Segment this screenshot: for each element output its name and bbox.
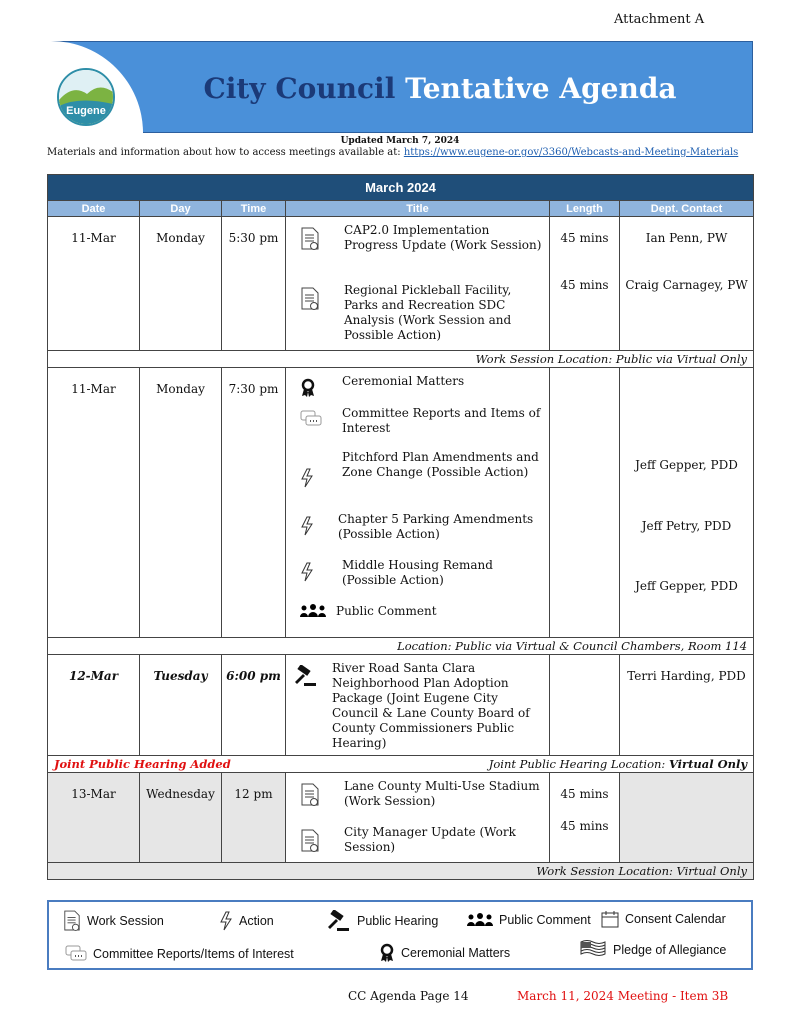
materials-link[interactable]: https://www.eugene-or.gov/3360/Webcasts-and-Meeting-Materials	[403, 147, 739, 158]
legend-label: Consent Calendar	[625, 912, 726, 926]
action-icon	[300, 516, 326, 539]
meeting-items	[286, 217, 550, 351]
agenda-item	[286, 655, 549, 755]
public-comment-icon	[300, 604, 326, 621]
public-comment-icon	[467, 913, 493, 927]
title-part-1: City Council	[203, 72, 396, 105]
agenda-item-title: Middle Housing Remand (Possible Action)	[342, 558, 493, 587]
agenda-item-title: Chapter 5 Parking Amendments (Possible Action)	[338, 512, 534, 541]
col-header-day: Day	[140, 201, 222, 217]
agenda-item-title: Lane County Multi-Use Stadium (Work Session)	[344, 779, 540, 808]
legend-work-session	[63, 910, 164, 932]
contact-cell	[620, 773, 754, 863]
meeting-time: 12 pm	[222, 773, 286, 863]
legend-public-comment	[467, 913, 591, 927]
location-note: Location: Public via Virtual & Council Chambers, Room 114	[48, 638, 754, 655]
committee-icon	[300, 410, 326, 431]
agenda-item	[286, 368, 549, 400]
length-cell	[550, 773, 620, 863]
length-cell	[550, 655, 620, 756]
meeting-row	[48, 655, 754, 756]
legend-action	[219, 911, 274, 931]
item-contact: Jeff Petry, PDD	[641, 519, 732, 533]
calendar-icon	[601, 910, 619, 928]
materials-text: Materials and information about how to access meetings available at:	[47, 147, 404, 158]
materials-line	[47, 147, 738, 158]
col-header-time: Time	[222, 201, 286, 217]
work-session-icon	[300, 783, 326, 810]
meeting-day: Monday	[140, 368, 222, 638]
meeting-day: Monday	[140, 217, 222, 351]
meeting-day: Tuesday	[140, 655, 222, 756]
action-icon	[300, 562, 326, 585]
agenda-item-title: River Road Santa Clara Neighborhood Plan Adoption Package (Joint Eugene City Council & Lane County Board of County Commissioners Public Hearing)	[332, 661, 530, 750]
agenda-item	[286, 819, 549, 860]
meeting-time: 5:30 pm	[222, 217, 286, 351]
meeting-row	[48, 368, 754, 638]
location-prefix: Joint Public Hearing Location:	[488, 757, 669, 771]
public-hearing-icon	[294, 665, 320, 690]
legend-committee	[65, 945, 294, 963]
length-cell	[550, 217, 620, 351]
eugene-logo	[57, 68, 115, 126]
legend-label: Ceremonial Matters	[401, 946, 511, 960]
meeting-date: 12-Mar	[48, 655, 140, 756]
col-header-contact: Dept. Contact	[620, 201, 754, 217]
item-contact: Ian Penn, PW	[645, 231, 728, 245]
legend-pledge	[579, 940, 726, 960]
eugene-logo-graphic	[59, 70, 113, 124]
meeting-date: 13-Mar	[48, 773, 140, 863]
committee-icon	[65, 945, 87, 963]
contact-cell	[620, 368, 754, 638]
footer-page: CC Agenda Page 14	[348, 989, 469, 1003]
item-contact: Craig Carnagey, PW	[625, 278, 748, 292]
action-icon	[300, 468, 326, 491]
agenda-table	[47, 174, 754, 880]
work-session-icon	[63, 910, 81, 932]
agenda-item	[286, 773, 549, 819]
meeting-row	[48, 217, 754, 351]
agenda-item-title: Public Comment	[336, 604, 437, 618]
action-icon	[219, 911, 233, 931]
col-header-length: Length	[550, 201, 620, 217]
location-note	[286, 756, 754, 773]
agenda-item-title: City Manager Update (Work Session)	[344, 825, 516, 854]
title-part-2: Tentative Agenda	[405, 72, 677, 105]
agenda-item	[286, 506, 549, 552]
meeting-date: 11-Mar	[48, 368, 140, 638]
public-hearing-icon	[327, 910, 351, 932]
location-row	[48, 756, 754, 773]
legend-label: Public Comment	[499, 913, 591, 927]
location-bold: Virtual Only	[668, 757, 748, 771]
agenda-item-title: Pitchford Plan Amendments and Zone Change (Possible Action)	[342, 450, 539, 479]
meeting-items	[286, 773, 550, 863]
agenda-item-title: Ceremonial Matters	[342, 374, 465, 388]
legend-box	[47, 900, 753, 970]
meeting-time: 7:30 pm	[222, 368, 286, 638]
legend-consent-calendar	[601, 910, 726, 928]
attachment-label: Attachment A	[614, 12, 705, 27]
hearing-added-note: Joint Public Hearing Added	[48, 756, 286, 773]
work-session-icon	[300, 227, 326, 254]
item-length: 45 mins	[560, 787, 609, 801]
legend-label: Action	[239, 914, 274, 928]
legend-label: Work Session	[87, 914, 164, 928]
agenda-item	[286, 277, 549, 347]
work-session-icon	[300, 829, 326, 856]
legend-label: Pledge of Allegiance	[613, 943, 727, 957]
agenda-item-title: CAP2.0 Implementation Progress Update (Work Session)	[344, 223, 542, 252]
item-length: 45 mins	[560, 278, 609, 292]
ceremonial-icon	[300, 378, 326, 401]
agenda-item-title: Regional Pickleball Facility, Parks and Recreation SDC Analysis (Work Session and Possible Action)	[344, 283, 512, 342]
agenda-item-title: Committee Reports and Items of Interest	[342, 406, 541, 435]
meeting-row	[48, 773, 754, 863]
meeting-items	[286, 368, 550, 638]
agenda-item	[286, 552, 549, 598]
location-note: Work Session Location: Virtual Only	[48, 863, 754, 880]
flag-icon	[579, 940, 607, 960]
item-length: 45 mins	[560, 819, 609, 833]
item-contact: Jeff Gepper, PDD	[635, 458, 738, 472]
contact-cell	[620, 217, 754, 351]
col-header-title: Title	[286, 201, 550, 217]
logo-text: Eugene	[66, 105, 106, 117]
item-contact: Terri Harding, PDD	[620, 655, 754, 756]
ceremonial-icon	[379, 943, 395, 963]
meeting-items	[286, 655, 550, 756]
agenda-item	[286, 217, 549, 277]
agenda-item	[286, 400, 549, 444]
updated-date: Updated March 7, 2024	[340, 136, 460, 146]
legend-public-hearing	[327, 910, 438, 932]
item-length: 45 mins	[560, 231, 609, 245]
agenda-item	[286, 598, 549, 625]
month-header: March 2024	[48, 175, 754, 201]
page-title	[150, 72, 730, 105]
meeting-date: 11-Mar	[48, 217, 140, 351]
location-note: Work Session Location: Public via Virtual Only	[48, 351, 754, 368]
meeting-day: Wednesday	[140, 773, 222, 863]
agenda-item	[286, 444, 549, 506]
item-contact: Jeff Gepper, PDD	[635, 579, 738, 593]
footer-meeting: March 11, 2024 Meeting - Item 3B	[517, 989, 729, 1003]
legend-label: Committee Reports/Items of Interest	[93, 947, 294, 961]
meeting-time: 6:00 pm	[222, 655, 286, 756]
work-session-icon	[300, 287, 326, 314]
legend-ceremonial	[379, 943, 510, 963]
col-header-date: Date	[48, 201, 140, 217]
length-cell	[550, 368, 620, 638]
legend-label: Public Hearing	[357, 914, 439, 928]
